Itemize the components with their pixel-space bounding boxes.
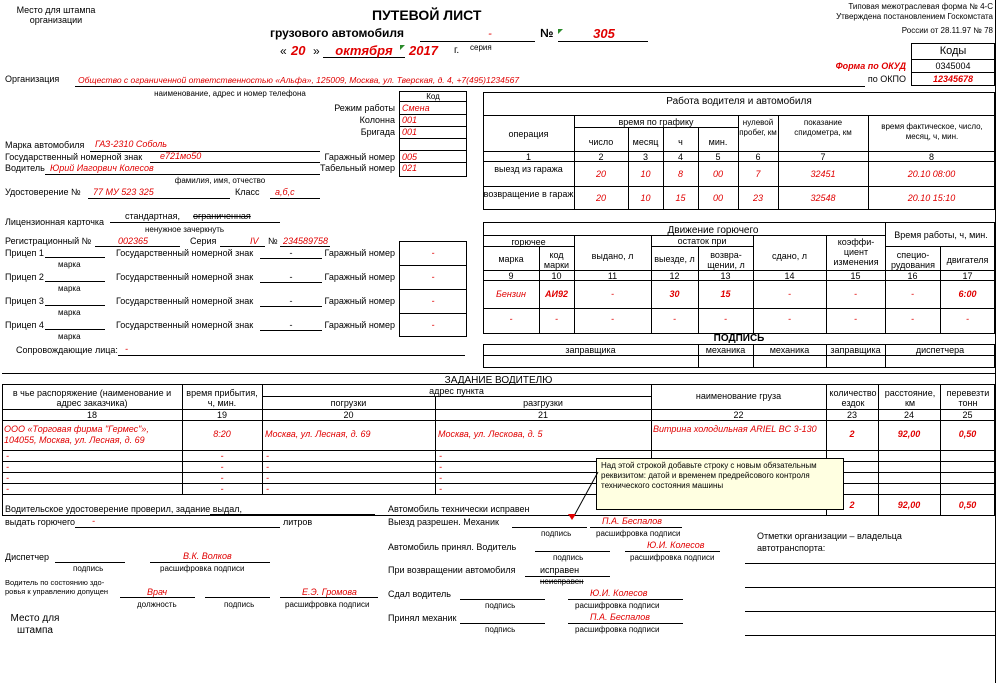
work-actual-header: время фактическое, число, месяц, ч, мин. bbox=[881, 122, 983, 141]
reg-num-value: 234589758 bbox=[283, 236, 329, 246]
sign-tanker-2: заправщика bbox=[830, 345, 881, 355]
comment-tooltip: Над этой строкой добавьте строку с новым обязательным реквизитом: датой и временем предрейсового контроля технического состояния машины bbox=[596, 458, 844, 510]
sign-mech-2: механика bbox=[769, 345, 810, 355]
task-empty-dash: - bbox=[220, 451, 224, 461]
fuel-row1-exit: 30 bbox=[669, 289, 680, 299]
code-label: Код bbox=[426, 92, 440, 101]
work-row1-actual: 20.10 08:00 bbox=[907, 169, 956, 179]
task-num-20: 20 bbox=[343, 410, 354, 420]
task-row-cargo: Витрина холодильная ARIEL BC 3-130 bbox=[653, 424, 817, 434]
work-title: Работа водителя и автомобиля bbox=[666, 96, 812, 107]
trailer-1-garage: - bbox=[431, 248, 435, 258]
task-title: ЗАДАНИЕ ВОДИТЕЛЮ bbox=[444, 375, 553, 386]
work-row1-month: 10 bbox=[640, 169, 651, 179]
task-num-25: 25 bbox=[962, 410, 973, 420]
task-total-dist: 92,00 bbox=[897, 500, 921, 510]
fuel-special-header: специо-рудования bbox=[891, 250, 935, 270]
escort-value: - bbox=[125, 344, 128, 354]
footer-driver-decode: расшифровка подписи bbox=[630, 553, 715, 562]
work-row2-month: 10 bbox=[640, 193, 651, 203]
class-value: а,б,с bbox=[275, 187, 295, 197]
fuel-fuel-header: горючее bbox=[511, 237, 546, 247]
fuel-row2-return: - bbox=[724, 314, 727, 324]
sign-mech-1: механика bbox=[705, 345, 746, 355]
task-empty-dash: - bbox=[220, 484, 224, 494]
trailer-1-plate: - bbox=[289, 248, 293, 258]
fuel-rest-header: остаток при bbox=[677, 236, 727, 246]
day-close: » bbox=[313, 44, 320, 58]
work-num-8: 8 bbox=[928, 152, 934, 162]
footer-stamp: Место для штампа bbox=[10, 613, 60, 636]
doc-number: 305 bbox=[593, 26, 615, 41]
trailer-4-garage-label: Гаражный номер bbox=[324, 320, 395, 330]
fuel-row1-issued: - bbox=[611, 289, 614, 299]
fuel-num-16: 16 bbox=[907, 271, 918, 281]
footer-car-accepted: Автомобиль принял. Водитель bbox=[388, 542, 517, 552]
work-num-7: 7 bbox=[820, 152, 826, 162]
fuel-row1-return: 15 bbox=[720, 289, 731, 299]
work-row2-min: 00 bbox=[712, 193, 723, 203]
task-num-22: 22 bbox=[733, 410, 744, 420]
fuel-row1-brand: Бензин bbox=[496, 289, 526, 299]
task-num-23: 23 bbox=[846, 410, 857, 420]
task-empty-dash: - bbox=[266, 462, 269, 472]
work-month-header: месяц bbox=[632, 137, 659, 147]
fuel-return-header: возвра-щении, л bbox=[707, 250, 745, 270]
reg-series-value: IV bbox=[250, 236, 259, 246]
trailer-3-brand-hint: марка bbox=[58, 308, 81, 317]
fuel-title: Движение горючего bbox=[667, 225, 759, 236]
license-label: Удостоверение № bbox=[5, 187, 81, 197]
lic-card-label: Лицензионная карточка bbox=[5, 217, 105, 227]
work-min-header: мин. bbox=[708, 137, 728, 147]
series-value: - bbox=[488, 28, 492, 40]
work-row1-op: выезд из гаража bbox=[494, 164, 563, 174]
trailer-2-brand-hint: марка bbox=[58, 284, 81, 293]
reg-label: Регистрационный № bbox=[5, 236, 92, 246]
okpo-label: по ОКПО bbox=[867, 74, 906, 84]
task-empty-dash: - bbox=[6, 451, 9, 461]
stamp-place-label: Место для штампа организации bbox=[16, 5, 96, 25]
task-total-trips: 2 bbox=[849, 500, 855, 510]
task-empty-dash: - bbox=[266, 473, 269, 483]
footer-driver-name: Ю.И. Колесов bbox=[647, 540, 705, 550]
fuel-brand-header: марка bbox=[498, 254, 524, 264]
footer-mech-name: П.А. Беспалов bbox=[602, 516, 662, 526]
brigade-label: Бригада bbox=[360, 127, 395, 137]
class-label: Класс bbox=[235, 187, 260, 197]
fuel-num-10: 10 bbox=[551, 271, 562, 281]
task-loading-header: погрузки bbox=[330, 398, 367, 408]
sign-tanker: заправщика bbox=[565, 345, 616, 355]
fuel-num-15: 15 bbox=[850, 271, 861, 281]
footer-org-marks: Отметки организации – владельца автотранспорта: bbox=[757, 531, 902, 553]
task-trips-header: количество ездок bbox=[829, 388, 877, 408]
reg-num-label: № bbox=[268, 236, 278, 246]
footer-on-return: При возвращении автомобиля bbox=[388, 565, 516, 575]
task-row-customer: ООО «Торговая фирма "Гермес"», 104055, Москва, ул. Лесная, д. 69 bbox=[4, 424, 149, 445]
work-mode-value: Смена bbox=[402, 103, 430, 113]
work-num-1: 1 bbox=[525, 152, 531, 162]
fuel-row1-special: - bbox=[911, 289, 914, 299]
trailer-2-label: Прицеп 2 bbox=[5, 272, 44, 282]
task-num-24: 24 bbox=[903, 410, 914, 420]
footer-not-in-order: неисправен bbox=[540, 577, 584, 586]
trailer-4-plate-label: Государственный номерной знак bbox=[116, 320, 254, 330]
work-num-4: 4 bbox=[677, 152, 683, 162]
work-odo-header: показание спидометра, км bbox=[794, 118, 852, 137]
fuel-row2-issued: - bbox=[611, 314, 614, 324]
brigade-value: 001 bbox=[402, 127, 418, 137]
footer-accepted-name: П.А. Беспалов bbox=[590, 612, 650, 622]
license-value: 77 МУ 523 325 bbox=[93, 187, 154, 197]
tab-label: Табельный номер bbox=[320, 163, 395, 173]
task-empty-dash: - bbox=[439, 484, 442, 494]
work-row2-hour: 15 bbox=[675, 193, 686, 203]
work-row2-day: 20 bbox=[595, 193, 606, 203]
trailer-3-plate-label: Государственный номерной знак bbox=[116, 296, 254, 306]
org-label: Организация bbox=[5, 74, 60, 84]
sign-dispatcher: диспетчера bbox=[915, 345, 965, 355]
driver-label: Водитель bbox=[5, 163, 45, 173]
fuel-num-9: 9 bbox=[508, 271, 514, 281]
work-row1-day: 20 bbox=[595, 169, 606, 179]
lic-card-limited: ограниченная bbox=[193, 211, 251, 221]
footer-mech-sign: подпись bbox=[541, 529, 572, 538]
work-row1-zero: 7 bbox=[755, 169, 761, 179]
work-row1-min: 00 bbox=[712, 169, 723, 179]
page-title: ПУТЕВОЙ ЛИСТ bbox=[372, 7, 482, 23]
task-empty-dash: - bbox=[266, 484, 269, 494]
footer-handed-sign: подпись bbox=[485, 601, 516, 610]
task-empty-dash: - bbox=[6, 484, 9, 494]
work-row1-hour: 8 bbox=[677, 169, 683, 179]
task-row-tons: 0,50 bbox=[958, 429, 977, 439]
signs-title: ПОДПИСЬ bbox=[713, 333, 765, 344]
footer-fuel-give: выдать горючего bbox=[5, 517, 76, 527]
work-num-6: 6 bbox=[755, 152, 761, 162]
trailer-4-plate: - bbox=[289, 320, 293, 330]
task-empty-dash: - bbox=[439, 462, 442, 472]
fuel-row2-handed: - bbox=[788, 314, 791, 324]
footer-dispatcher-decode: расшифровка подписи bbox=[160, 564, 245, 573]
trailer-4-garage: - bbox=[431, 320, 435, 330]
fuel-row2-brand: - bbox=[509, 314, 513, 324]
work-sched-header: время по графику bbox=[618, 117, 694, 127]
trailer-3-label: Прицеп 3 bbox=[5, 296, 44, 306]
fuel-handed-header: сдано, л bbox=[772, 251, 807, 261]
footer-accepted-sign: подпись bbox=[485, 625, 516, 634]
footer-dispatcher-sign: подпись bbox=[73, 564, 104, 573]
fuel-row1-coef: - bbox=[854, 289, 857, 299]
footer-doctor-decode: расшифровка подписи bbox=[285, 600, 370, 609]
work-row2-zero: 23 bbox=[752, 193, 763, 203]
driver-value: Юрий Иагорвич Колесов bbox=[50, 163, 154, 173]
fuel-issued-header: выдано, л bbox=[591, 251, 634, 261]
footer-liters: литров bbox=[283, 517, 313, 527]
work-row2-op: возвращение в гараж bbox=[483, 189, 574, 199]
year-value: 2017 bbox=[409, 43, 438, 58]
footer-doctor: Врач bbox=[147, 587, 168, 597]
work-row2-actual: 20.10 15:10 bbox=[907, 193, 956, 203]
trailer-1-brand-hint: марка bbox=[58, 260, 81, 269]
fio-hint: фамилия, имя, отчество bbox=[174, 176, 266, 185]
task-row-unloading: Москва, ул. Лескова, д. 5 bbox=[438, 429, 543, 439]
comment-marker-icon bbox=[568, 514, 576, 520]
task-empty-dash: - bbox=[439, 451, 442, 461]
fuel-row1-handed: - bbox=[788, 289, 791, 299]
reg-value: 002365 bbox=[118, 236, 149, 246]
day-open: « bbox=[280, 44, 287, 58]
footer-accepted-decode: расшифровка подписи bbox=[575, 625, 660, 634]
footer-accepted-mech: Принял механик bbox=[388, 613, 457, 623]
task-unloading-header: разгрузки bbox=[523, 398, 563, 408]
fuel-worktime-header: Время работы, ч, мин. bbox=[894, 230, 988, 240]
footer-fuel-dash: - bbox=[92, 516, 95, 526]
trailer-4-brand-hint: марка bbox=[58, 332, 81, 341]
trailer-2-garage: - bbox=[431, 272, 435, 282]
work-num-3: 3 bbox=[642, 152, 648, 162]
trailer-3-garage: - bbox=[431, 296, 435, 306]
garage-value: 005 bbox=[402, 152, 418, 162]
footer-position: должность bbox=[137, 600, 177, 609]
footer-mech-decode: расшифровка подписи bbox=[596, 529, 681, 538]
fuel-row2-coef: - bbox=[854, 314, 857, 324]
work-num-5: 5 bbox=[715, 152, 721, 162]
footer-handed-decode: расшифровка подписи bbox=[575, 601, 660, 610]
car-brand-value: ГАЗ-2310 Соболь bbox=[95, 139, 168, 149]
task-num-19: 19 bbox=[216, 410, 227, 420]
task-empty-dash: - bbox=[6, 473, 9, 483]
trailer-2-plate: - bbox=[289, 272, 293, 282]
fuel-num-12: 12 bbox=[669, 271, 680, 281]
trailer-4-label: Прицеп 4 bbox=[5, 320, 44, 330]
task-empty-dash: - bbox=[266, 451, 269, 461]
plate-value: е721мо50 bbox=[160, 151, 202, 161]
garage-label: Гаражный номер bbox=[324, 152, 395, 162]
trailer-1-plate-label: Государственный номерной знак bbox=[116, 248, 254, 258]
trailer-3-plate: - bbox=[289, 296, 293, 306]
fuel-engine-header: двигателя bbox=[946, 255, 989, 265]
work-row2-odo: 32548 bbox=[810, 193, 836, 203]
trailer-1-label: Прицеп 1 bbox=[5, 248, 44, 258]
task-empty-dash: - bbox=[220, 473, 224, 483]
task-carry-header: перевезти тонн bbox=[946, 388, 990, 408]
work-day-header: число bbox=[588, 137, 614, 147]
plate-label: Государственный номерной знак bbox=[5, 152, 143, 162]
fuel-num-14: 14 bbox=[784, 271, 795, 281]
form-type: Типовая межотраслевая форма № 4-С bbox=[848, 2, 993, 11]
fuel-row1-engine: 6:00 bbox=[958, 289, 977, 299]
footer-in-order: исправен bbox=[540, 565, 580, 575]
org-hint: наименование, адрес и номер телефона bbox=[154, 89, 306, 98]
lic-card-standard: стандартная, bbox=[125, 211, 181, 221]
work-row1-odo: 32451 bbox=[810, 169, 836, 179]
footer-handed-name: Ю.И. Колесов bbox=[590, 588, 648, 598]
fuel-row2-engine: - bbox=[966, 314, 969, 324]
work-op-header: операция bbox=[508, 129, 549, 139]
footer-dispatcher-name: В.К. Волков bbox=[183, 551, 232, 561]
trailer-2-garage-label: Гаражный номер bbox=[324, 272, 395, 282]
tab-value: 021 bbox=[402, 163, 418, 173]
column-label: Колонна bbox=[359, 115, 395, 125]
work-mode-label: Режим работы bbox=[334, 103, 395, 113]
task-empty-dash: - bbox=[220, 462, 224, 472]
column-value: 001 bbox=[402, 115, 418, 125]
footer-exit-allowed: Выезд разрешен. Механик bbox=[388, 517, 499, 527]
task-empty-dash: - bbox=[439, 473, 442, 483]
okpo-value: 12345678 bbox=[932, 74, 974, 84]
lic-card-hint: ненужное зачеркнуть bbox=[145, 225, 225, 234]
work-hour-header: ч bbox=[678, 137, 683, 147]
fuel-num-11: 11 bbox=[607, 271, 618, 281]
number-sign: № bbox=[540, 26, 554, 40]
reg-series-label: Серия bbox=[190, 236, 217, 246]
fuel-row2-special: - bbox=[911, 314, 914, 324]
task-empty-dash: - bbox=[6, 462, 9, 472]
escort-label: Сопровождающие лица: bbox=[16, 345, 118, 355]
task-row-trips: 2 bbox=[849, 429, 855, 439]
fuel-num-17: 17 bbox=[962, 271, 973, 281]
trailer-1-garage-label: Гаражный номер bbox=[324, 248, 395, 258]
day-value: 20 bbox=[291, 43, 306, 58]
footer-car-ok: Автомобиль технически исправен bbox=[388, 504, 530, 514]
trailer-2-plate-label: Государственный номерной знак bbox=[116, 272, 254, 282]
footer-health: Водитель по состоянию здо- ровья к управлению допущен bbox=[5, 578, 109, 596]
work-num-2: 2 bbox=[598, 152, 604, 162]
footer-doctor-sign: подпись bbox=[224, 600, 255, 609]
page-subtitle: грузового автомобиля bbox=[270, 26, 404, 40]
footer-doctor-name: Е.Э. Громова bbox=[302, 587, 357, 597]
form-date: России от 28.11.97 № 78 bbox=[901, 26, 993, 35]
task-customer-header: в чье распоряжение (наименование и адрес заказчика) bbox=[12, 388, 172, 408]
task-row-dist: 92,00 bbox=[897, 429, 921, 439]
work-zero-header: нулевой пробег, км bbox=[739, 118, 777, 137]
footer-handed-driver: Сдал водитель bbox=[388, 589, 451, 599]
footer-checked: Водительское удостоверение проверил, задание выдал, bbox=[5, 504, 242, 514]
task-arrival-header: время прибытия, ч, мин. bbox=[186, 388, 258, 408]
codes-label: Коды bbox=[939, 45, 967, 57]
task-distance-header: расстояние, км bbox=[884, 388, 936, 408]
task-row-loading: Москва, ул. Лесная, д. 69 bbox=[265, 429, 371, 439]
task-num-18: 18 bbox=[86, 410, 97, 420]
org-value: Общество с ограниченной ответственностью «Альфа», 125009, Москва, ул. Тверская, д. 4, +7(495)1234567 bbox=[78, 75, 520, 85]
task-num-21: 21 bbox=[537, 410, 548, 420]
car-brand-label: Марка автомобиля bbox=[5, 140, 85, 150]
footer-driver-sign: подпись bbox=[553, 553, 584, 562]
okud-value: 0345004 bbox=[935, 61, 971, 71]
fuel-coef-header: коэффи-циент изменения bbox=[833, 237, 879, 267]
task-cargo-header: наименование груза bbox=[695, 391, 782, 401]
fuel-exit-header: выезде, л bbox=[654, 254, 695, 264]
fuel-row2-code: - bbox=[555, 314, 558, 324]
fuel-num-13: 13 bbox=[720, 271, 731, 281]
year-suffix: г. bbox=[454, 45, 460, 56]
fuel-row1-code: АИ92 bbox=[545, 289, 568, 299]
task-address-header: адрес пункта bbox=[429, 386, 484, 396]
fuel-row2-exit: - bbox=[673, 314, 676, 324]
fuel-code-header: код марки bbox=[543, 250, 570, 270]
okud-label: Форма по ОКУД bbox=[835, 61, 906, 71]
task-total-tons: 0,50 bbox=[958, 500, 977, 510]
form-approved: Утверждена постановлением Госкомстата bbox=[836, 12, 993, 21]
task-row-arrival: 8:20 bbox=[213, 429, 231, 439]
month-value: октября bbox=[335, 43, 393, 58]
footer-dispatcher-label: Диспетчер bbox=[5, 552, 50, 562]
trailer-3-garage-label: Гаражный номер bbox=[324, 296, 395, 306]
series-label: серия bbox=[470, 43, 492, 52]
